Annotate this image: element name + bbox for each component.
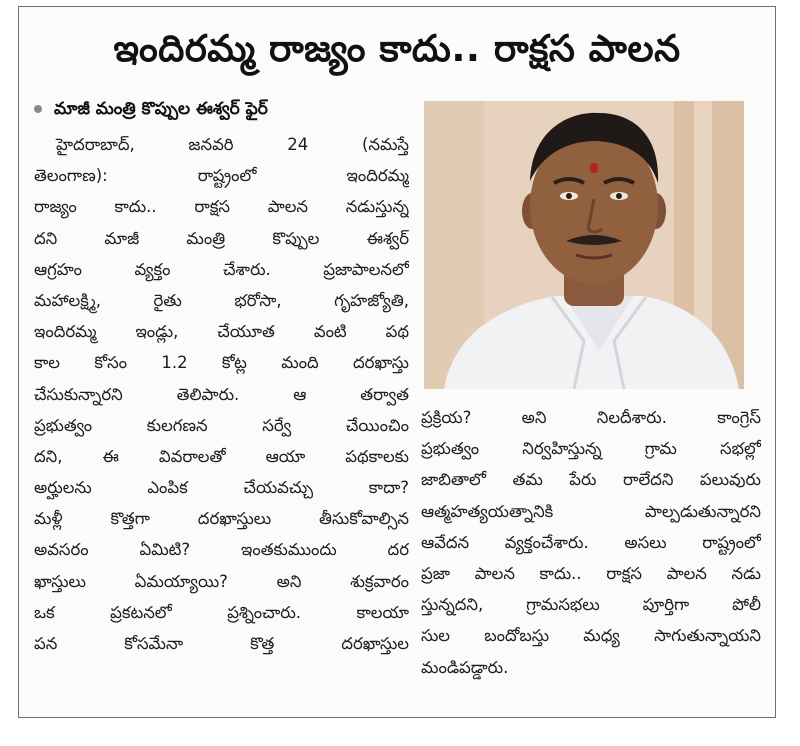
article-line: దని, ఈ వివరాలతో ఆయా పథకాలకు [34,446,409,466]
article-line: అర్హులను ఎంపిక చేయవచ్చు కాదా? [34,478,409,498]
portrait-illustration [424,101,744,389]
article-line: ఆగ్రహం వ్యక్తం చేశారు. ప్రజాపాలనలో [34,259,409,279]
article-line: ఖాస్తులు ఏమయ్యాయి? అని శుక్రవారం [34,571,409,591]
article-line: మళ్లీ కొత్తగా దరఖాస్తులు తీసుకోవాల్సిన [34,509,409,529]
article-line: ఆవేదన వ్యక్తంచేశారు. అసలు రాష్ట్రంలో [421,532,761,552]
article-line: అవసరం ఏమిటి? ఇంతకుముందు దర [34,540,409,560]
bullet-icon [34,105,42,113]
article-line: ప్రజా పాలన కాదు.. రాక్షస పాలన నడు [421,563,761,583]
article-line: కాల కోసం 1.2 కోట్ల మంది దరఖాస్తు [34,353,409,373]
article-line: హైదరాబాద్‌, జనవరి 24 (నమస్తే [56,135,409,154]
byline [34,95,409,123]
article-line: తెలంగాణ): రాష్ట్రంలో ఇందిరమ్మ [34,166,409,186]
article-line: దని మాజీ మంత్రి కొప్పుల ఈశ్వర్‌ [34,228,409,248]
article-line: ఆత్మహత్యయత్నానికి పాల్పడుతున్నారని [421,501,761,521]
news-clipping [18,6,776,718]
article-line: సుల బందోబస్తు మధ్య సాగుతున్నాయని [421,626,761,646]
article-line: జాబితాలో తమ పేరు రాలేదని పలువురు [421,470,761,490]
article-line: ప్రభుత్వం నిర్వహిస్తున్న గ్రామ సభల్లో [421,439,761,459]
byline-text: మాజీ మంత్రి కొప్పుల ఈశ్వర్‌ ఫైర్‌ [54,99,268,119]
headline: ఇందిరమ్మ రాజ్యం కాదు.. రాక్షస పాలన [113,27,681,70]
article-line: స్తున్నదని, గ్రామసభలు పూర్తిగా పోలీ [421,595,761,615]
article-line: ఒక ప్రకటనలో ప్రశ్నించారు. కాలయా [34,602,409,622]
article-line: ఇందిరమ్మ ఇండ్లు, చేయూత వంటి పథ [34,322,409,342]
article-left-column [34,129,409,659]
article-line: ప్రభుత్వం కులగణన సర్వే చేయించిం [34,415,409,435]
article-line: రాజ్యం కాదు.. రాక్షస పాలన నడుస్తున్న [34,197,409,217]
article-line: చేసుకున్నారని తెలిపారు. ఆ తర్వాత [34,384,409,404]
article-line: మండిపడ్డారు. [421,657,509,677]
politician-photo [424,101,744,389]
article-line: పన కోసమేనా కొత్త దరఖాస్తుల [34,634,409,653]
article-line: మహాలక్ష్మి, రైతు భరోసా, గృహజ్యోతి, [34,290,409,310]
article-right-column [421,402,761,683]
article-line: ప్రక్రియ? అని నిలదీశారు. కాంగ్రెస్‌ [421,408,761,427]
